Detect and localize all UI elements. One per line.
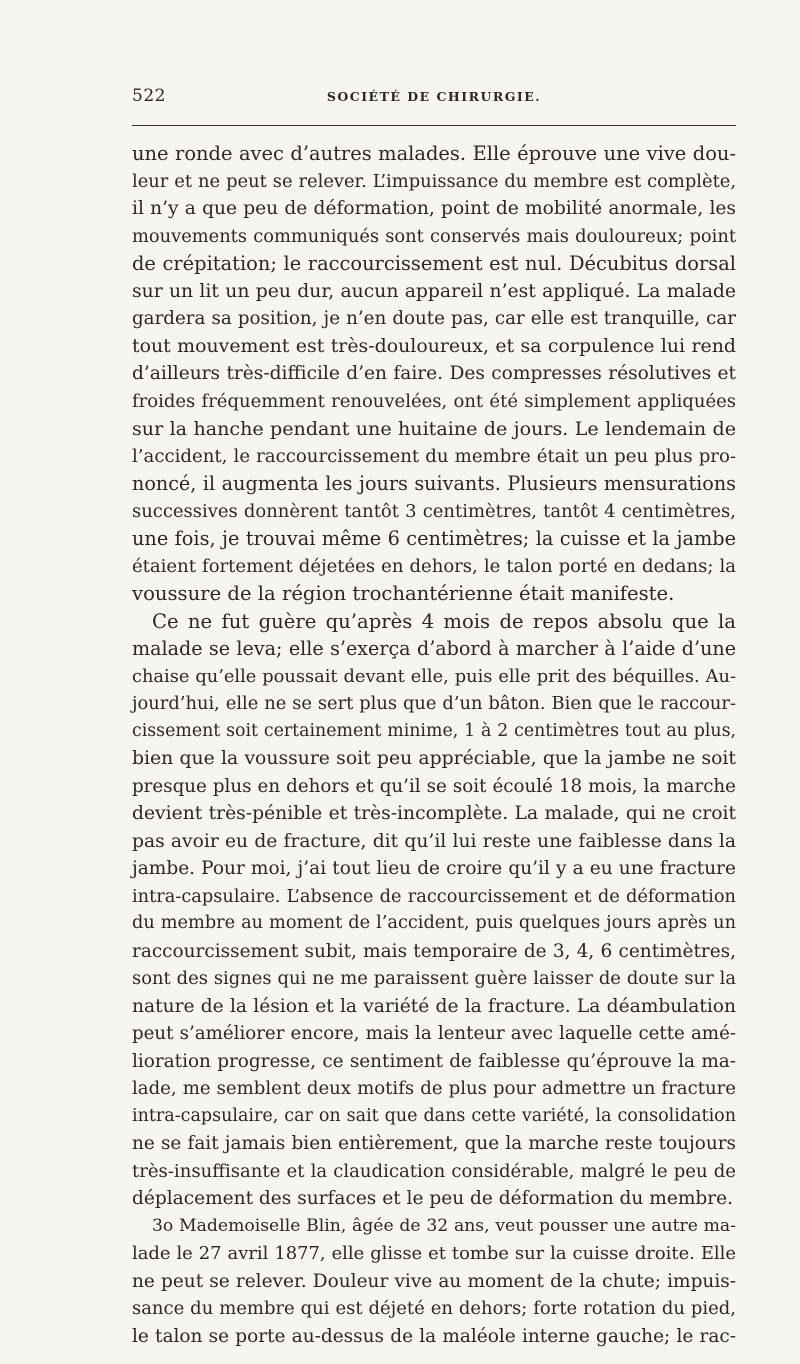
text-line: sur un lit un peu dur, aucun appareil n’est appliqué. La malade bbox=[132, 280, 736, 302]
text-line: intra-capsulaire. L’absence de raccourcissement et de déformation bbox=[132, 885, 736, 907]
text-line: chaise qu’elle poussait devant elle, puis elle prit des béquilles. Au- bbox=[132, 665, 736, 687]
page-number: 522 bbox=[132, 86, 166, 106]
text-line: sont des signes qui ne me paraissent guère laisser de doute sur la bbox=[132, 968, 736, 989]
text-line: 3o Mademoiselle Blin, âgée de 32 ans, veut pousser une autre ma- bbox=[152, 1215, 736, 1236]
text-line: devient très-pénible et très-incomplète. La malade, qui ne croit bbox=[132, 803, 736, 824]
text-line: le talon se porte au-dessus de la maléole interne gauche; le rac- bbox=[132, 1325, 736, 1347]
text-line: du membre au moment de l’accident, puis quelques jours après un bbox=[132, 913, 736, 933]
text-line: très-insuffisante et la claudication considérable, malgré le peu de bbox=[132, 1160, 736, 1182]
text-line: leur et ne peut se relever. L’impuissance du membre est complète, bbox=[132, 170, 736, 192]
text-line: jambe. Pour moi, j’ai tout lieu de croire qu’il y a eu une fracture bbox=[132, 858, 736, 879]
text-line: tout mouvement est très-douloureux, et sa corpulence lui rend bbox=[132, 334, 736, 357]
header-rule bbox=[132, 125, 736, 126]
text-line: ne se fait jamais bien entièrement, que la marche reste toujours bbox=[132, 1133, 736, 1154]
text-line: mouvements communiqués sont conservés mais douloureux; point bbox=[132, 225, 736, 247]
text-line: nature de la lésion et la variété de la fracture. La déambulation bbox=[132, 995, 736, 1017]
text-line: gardera sa position, je n’en doute pas, car elle est tranquille, car bbox=[132, 308, 736, 329]
text-line: intra-capsulaire, car on sait que dans cette variété, la consolidation bbox=[132, 1105, 736, 1126]
text-line: cissement soit certainement minime, 1 à 2 centimètres tout au plus, bbox=[132, 720, 736, 741]
text-line: peut s’améliorer encore, mais la lenteur avec laquelle cette amé- bbox=[132, 1023, 736, 1044]
text-line: sur la hanche pendant une huitaine de jours. Le lendemain de bbox=[132, 417, 736, 440]
text-line: noncé, il augmenta les jours suivants. Plusieurs mensurations bbox=[132, 472, 736, 495]
text-line: étaient fortement déjetées en dehors, le talon porté en dedans; la bbox=[132, 555, 736, 577]
running-title: SOCIÉTÉ DE CHIRURGIE. bbox=[326, 89, 542, 104]
text-line: sance du membre qui est déjeté en dehors; forte rotation du pied, bbox=[132, 1298, 736, 1319]
text-line: bien que la voussure soit peu appréciable, que la jambe ne soit bbox=[132, 748, 736, 769]
text-line: Ce ne fut guère qu’après 4 mois de repos absolu que la bbox=[152, 609, 736, 633]
text-line: une ronde avec d’autres malades. Elle éprouve une vive dou- bbox=[132, 142, 736, 165]
text-line: raccourcissement subit, mais temporaire de 3, 4, 6 centimètres, bbox=[132, 940, 736, 962]
text-line: malade se leva; elle s’exerça d’abord à marcher à l’aide d’une bbox=[132, 637, 736, 660]
text-line: presque plus en dehors et qu’il se soit écoulé 18 mois, la marche bbox=[132, 775, 736, 797]
text-line: une fois, je trouvai même 6 centimètres; la cuisse et la jambe bbox=[132, 527, 736, 550]
text-line: lioration progresse, ce sentiment de faiblesse qu’éprouve la ma- bbox=[132, 1050, 736, 1072]
text-line: jourd’hui, elle ne se sert plus que d’un bâton. Bien que le raccour- bbox=[132, 693, 736, 714]
text-line: lade, me semblent deux motifs de plus pour admettre un fracture bbox=[132, 1078, 736, 1099]
text-line: froides fréquemment renouvelées, ont été simplement appliquées bbox=[132, 390, 736, 412]
text-line: ne peut se relever. Douleur vive au moment de la chute; impuis- bbox=[132, 1270, 736, 1292]
text-line: successives donnèrent tantôt 3 centimètres, tantôt 4 centimètres, bbox=[132, 500, 736, 522]
text-line: déplacement des surfaces et le peu de déformation du membre. bbox=[132, 1188, 734, 1209]
text-line: de crépitation; le raccourcissement est nul. Décubitus dorsal bbox=[132, 252, 736, 275]
text-line: d’ailleurs très-difficile d’en faire. Des compresses résolutives et bbox=[132, 363, 736, 384]
text-line: il n’y a que peu de déformation, point de mobilité anormale, les bbox=[132, 198, 736, 219]
body-text bbox=[132, 140, 736, 1350]
text-line: pas avoir eu de fracture, dit qu’il lui reste une faiblesse dans la bbox=[132, 830, 736, 852]
text-line: lade le 27 avril 1877, elle glisse et tombe sur la cuisse droite. Elle bbox=[132, 1243, 736, 1264]
page-header bbox=[132, 86, 736, 110]
text-line: voussure de la région trochantérienne était manifeste. bbox=[132, 582, 675, 605]
text-line: l’accident, le raccourcissement du membre était un peu plus pro- bbox=[132, 445, 736, 467]
